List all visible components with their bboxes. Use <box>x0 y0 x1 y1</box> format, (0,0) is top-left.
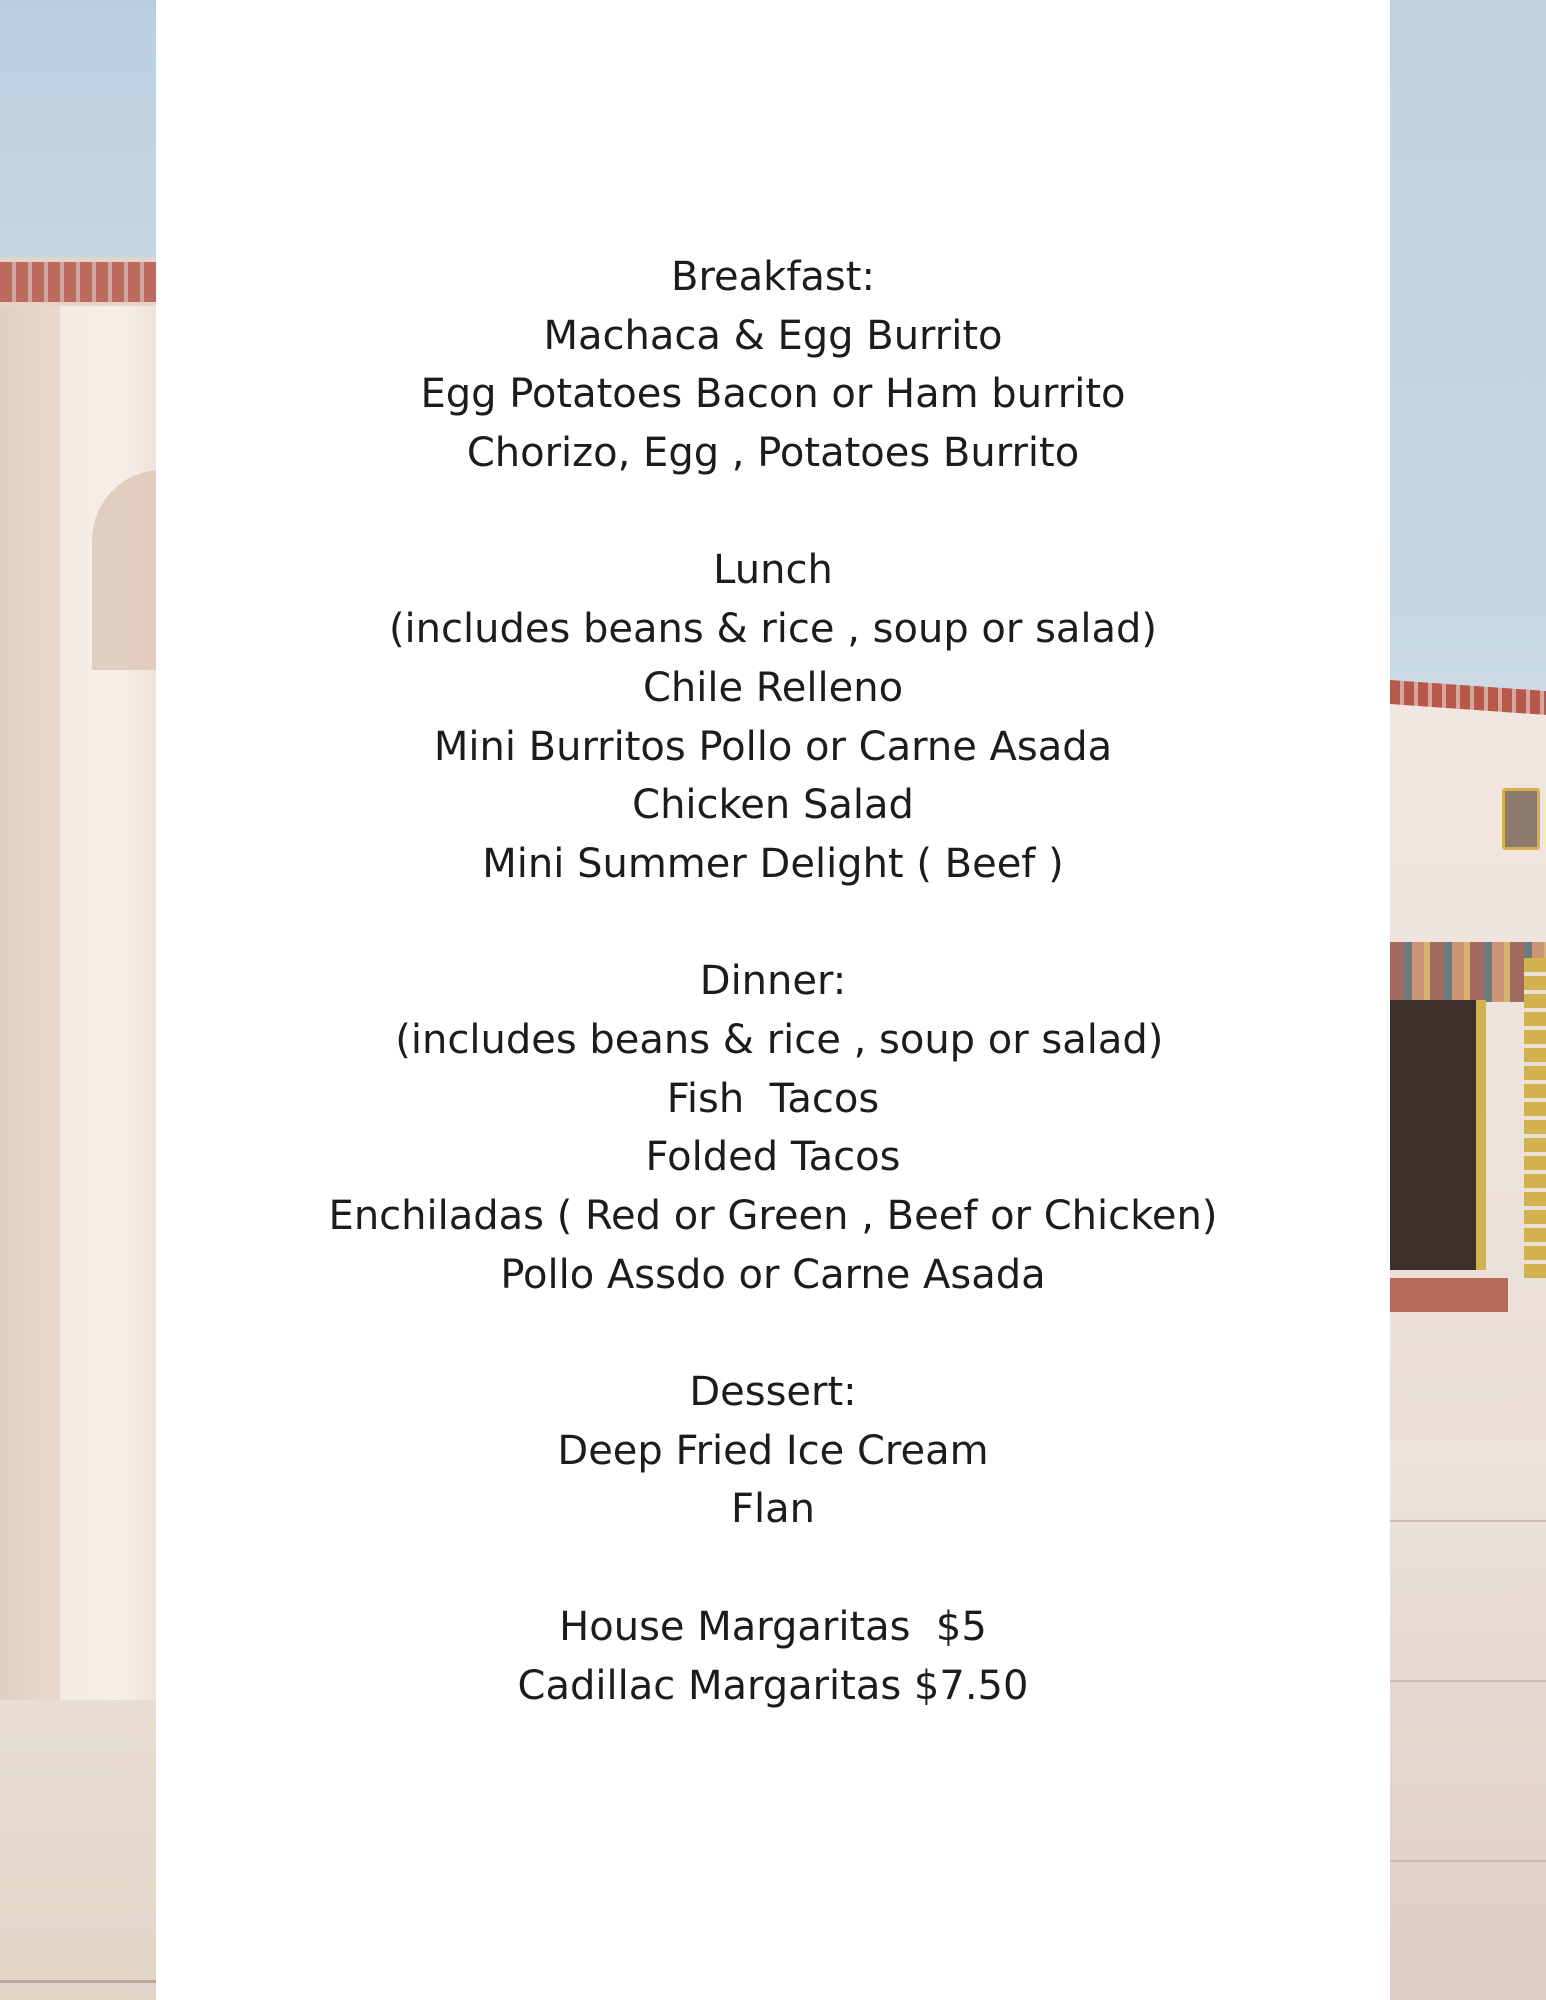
section-heading-breakfast: Breakfast: <box>671 254 875 300</box>
window-tile-frame <box>1524 958 1546 1278</box>
section-spacer <box>156 483 1390 542</box>
section-spacer <box>156 1539 1390 1598</box>
menu-item: Chile Relleno <box>642 664 904 711</box>
menu-item: Deep Fried Ice Cream <box>557 1427 989 1474</box>
background-photo-right <box>1390 0 1546 2000</box>
curb-line <box>0 1980 156 1983</box>
menu-item: Machaca & Egg Burrito <box>543 312 1003 359</box>
ground <box>0 1700 156 2000</box>
menu-item: Enchiladas ( Red or Green , Beef or Chicken) <box>328 1193 1218 1239</box>
sidewalk-joint <box>1390 1520 1546 1522</box>
sidewalk-joint <box>1390 1860 1546 1862</box>
menu-item: Chicken Salad <box>632 782 914 829</box>
section-heading-dessert: Dessert: <box>689 1369 857 1416</box>
section-note-lunch: (includes beans & rice , soup or salad) <box>388 606 1158 653</box>
menu-item: Fish Tacos <box>666 1075 880 1122</box>
wall-lamp <box>1502 788 1540 850</box>
section-heading-lunch: Lunch <box>713 547 833 594</box>
menu-item: Folded Tacos <box>645 1134 901 1181</box>
menu-item: Chorizo, Egg , Potatoes Burrito <box>466 430 1080 477</box>
sidewalk-joint <box>1390 1680 1546 1682</box>
section-note-dinner: (includes beans & rice , soup or salad) <box>382 1016 1164 1063</box>
menu-item: Mini Burritos Pollo or Carne Asada <box>433 723 1113 770</box>
section-heading-dinner: Dinner: <box>699 958 847 1005</box>
menu-panel <box>156 0 1390 2000</box>
window <box>1390 1000 1486 1270</box>
section-spacer <box>156 1304 1390 1363</box>
tile-band <box>1390 942 1546 1002</box>
sidewalk <box>1390 1440 1546 2000</box>
menu-text <box>156 248 1390 1715</box>
menu-item: Mini Summer Delight ( Beef ) <box>482 840 1064 887</box>
window-sill <box>1390 1278 1508 1312</box>
menu-item: Egg Potatoes Bacon or Ham burrito <box>420 371 1126 418</box>
roof-bricks <box>0 262 156 302</box>
section-spacer <box>156 894 1390 953</box>
menu-item: Pollo Assdo or Carne Asada <box>500 1251 1046 1298</box>
drink-item: House Margaritas $5 <box>559 1603 987 1650</box>
background-photo-left <box>0 0 156 2000</box>
menu-item: Flan <box>731 1486 815 1533</box>
drink-item: Cadillac Margaritas $7.50 <box>517 1662 1029 1709</box>
